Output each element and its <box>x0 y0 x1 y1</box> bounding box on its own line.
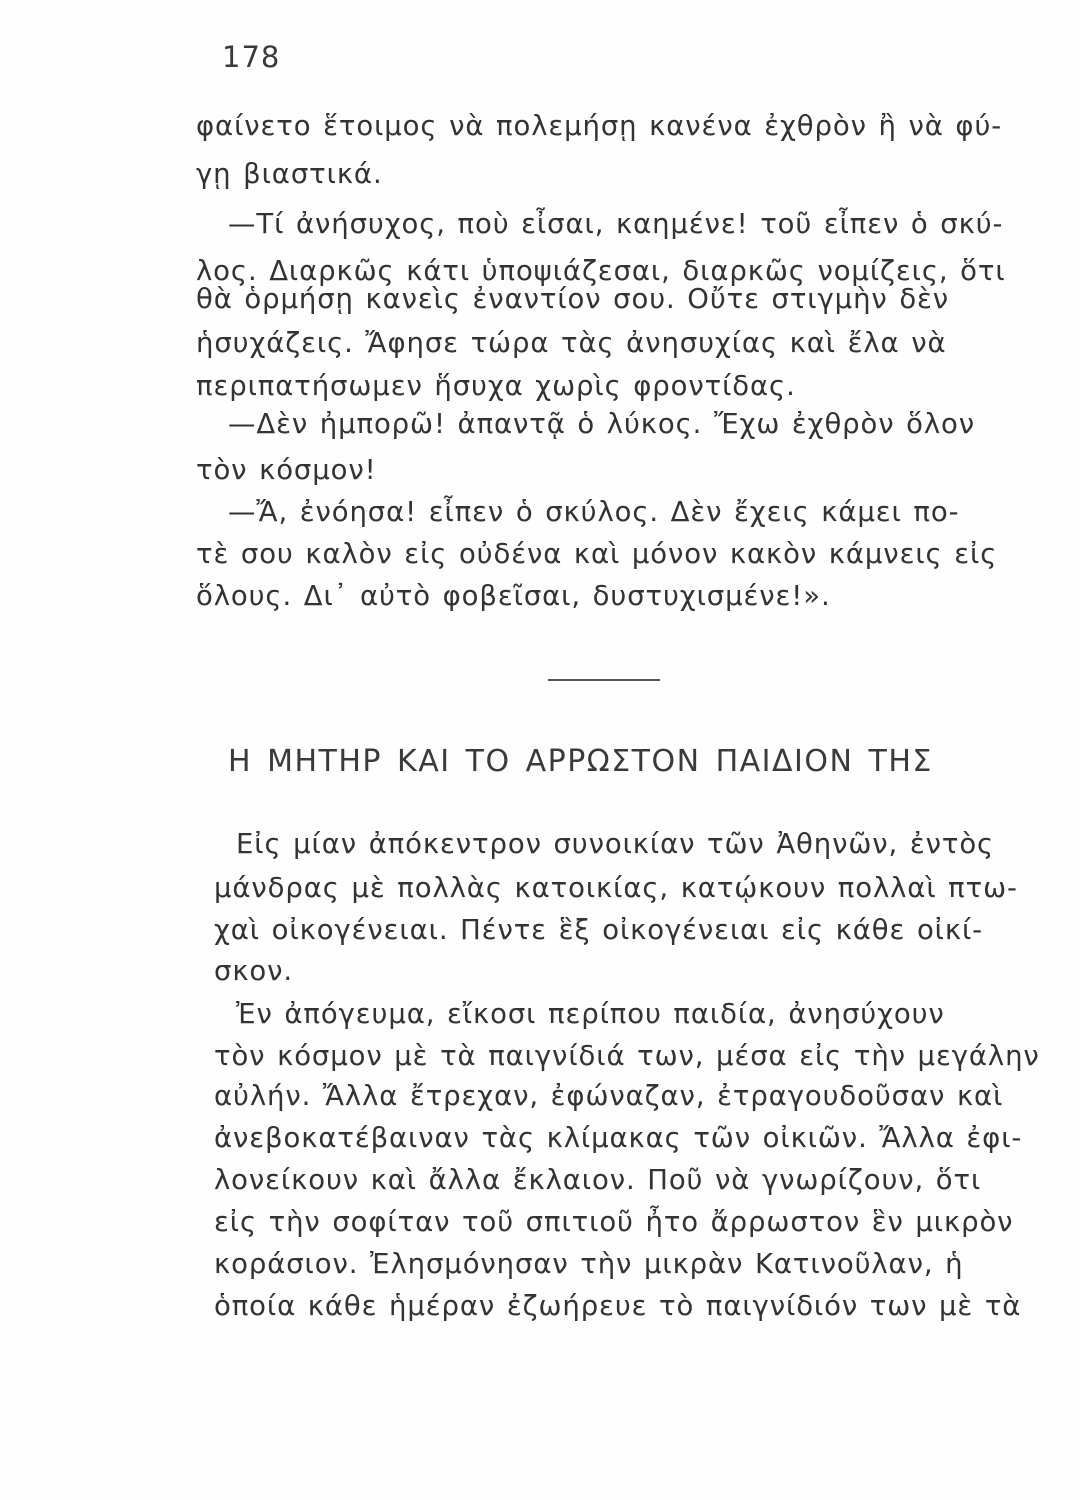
text-line: σκον. <box>214 955 294 987</box>
text-line: φαίνετο ἕτοιμος νὰ πολεμήσῃ κανένα ἐχθρὸν ἢ νὰ φύ- <box>196 110 1003 142</box>
text-line: ὅλους. Δι᾽ αὐτὸ φοβεῖσαι, δυστυχισμένε!». <box>196 580 831 612</box>
text-line: Ἐν ἀπόγευμα, εἴκοσι περίπου παιδία, ἀνησύχουν <box>236 998 945 1030</box>
text-line: περιπατήσωμεν ἥσυχα χωρὶς φροντίδας. <box>196 370 796 402</box>
text-line: ἀνεβοκατέβαιναν τὰς κλίμακας τῶν οἰκιῶν. Ἄλλα ἐφι- <box>214 1122 1023 1154</box>
text-line: τὸν κόσμον! <box>196 454 377 486</box>
section-divider <box>548 679 660 681</box>
text-line: τὲ σου καλὸν εἰς οὐδένα καὶ μόνον κακὸν κάμνεις εἰς <box>196 538 998 570</box>
text-line: εἰς τὴν σοφίταν τοῦ σπιτιοῦ ἦτο ἄρρωστον ἓν μικρὸν <box>214 1206 1014 1238</box>
text-line: λονείκουν καὶ ἄλλα ἔκλαιον. Ποῦ νὰ γνωρίζουν, ὅτι <box>214 1164 982 1196</box>
text-line: ἡσυχάζεις. Ἄφησε τώρα τὰς ἀνησυχίας καὶ ἔλα νὰ <box>196 327 947 359</box>
text-line: θὰ ὁρμήσῃ κανεὶς ἐναντίον σου. Οὔτε στιγμὴν δὲν <box>196 283 950 315</box>
text-line: αὐλήν. Ἄλλα ἔτρεχαν, ἐφώναζαν, ἐτραγουδοῦσαν καὶ <box>214 1080 1004 1112</box>
text-line: γῃ βιαστικά. <box>196 158 383 190</box>
page-number: 178 <box>222 40 281 74</box>
text-line: κοράσιον. Ἐλησμόνησαν τὴν μικρὰν Κατινοῦλαν, ἡ <box>214 1248 964 1280</box>
text-line: τὸν κόσμον μὲ τὰ παιγνίδιά των, μέσα εἰς τὴν μεγάλην <box>214 1040 1040 1072</box>
text-line: λος. Διαρκῶς κάτι ὑποψιάζεσαι, διαρκῶς νομίζεις, ὅτι <box>196 255 1006 287</box>
text-line: —Τί ἀνήσυχος, ποὺ εἶσαι, καημένε! τοῦ εἶπεν ὁ σκύ- <box>228 208 1004 240</box>
text-line: μάνδρας μὲ πολλὰς κατοικίας, κατῴκουν πολλαὶ πτω- <box>214 872 1018 904</box>
text-line: —Δὲν ἠμπορῶ! ἀπαντᾷ ὁ λύκος. Ἔχω ἐχθρὸν ὅλον <box>228 408 976 440</box>
text-line: χαὶ οἰκογένειαι. Πέντε ἓξ οἰκογένειαι εἰς κάθε οἰκί- <box>214 914 984 946</box>
text-line: Εἰς μίαν ἀπόκεντρον συνοικίαν τῶν Ἀθηνῶν, ἐντὸς <box>236 828 995 860</box>
section-title: Η ΜΗΤΗΡ ΚΑΙ ΤΟ ΑΡΡΩΣΤΟΝ ΠΑΙΔΙΟΝ ΤΗΣ <box>228 744 933 779</box>
text-line: ὁποία κάθε ἡμέραν ἐζωήρευε τὸ παιγνίδιόν των μὲ τὰ <box>214 1290 1022 1322</box>
text-line: —Ἄ, ἐνόησα! εἶπεν ὁ σκύλος. Δὲν ἔχεις κάμει πο- <box>228 496 960 528</box>
